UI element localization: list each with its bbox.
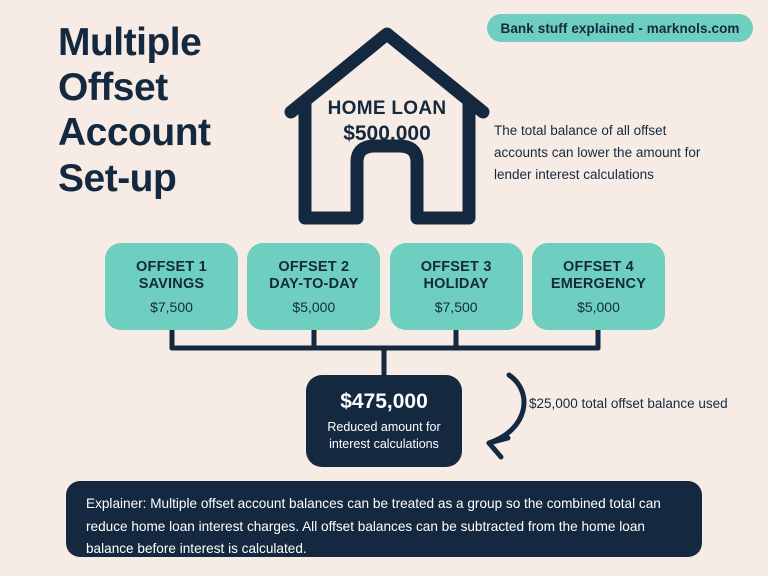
offset-card-1-line1: OFFSET 1 (136, 258, 207, 275)
home-loan-title: HOME LOAN (327, 98, 447, 119)
site-badge (487, 14, 753, 42)
offset-card-4-amount: $5,000 (577, 298, 620, 315)
page-title (58, 20, 318, 201)
offset-card-3-amount: $7,500 (434, 298, 478, 315)
home-loan-amount: $500,000 (343, 122, 431, 145)
offset-total-note: $25,000 total offset balance used (529, 396, 728, 411)
offset-card-4-line2: EMERGENCY (550, 275, 647, 292)
offset-card-3-line1: OFFSET 3 (420, 258, 492, 275)
offset-card-2-line2: DAY-TO-DAY (269, 275, 359, 292)
offset-card-list (105, 243, 665, 330)
page-title-line-3: Account (58, 111, 211, 155)
explainer-text: Explainer: Multiple offset account balances can be treated as a group so the combined total can reduce home loan interest charges. All offset balances can be subtracted from the home loan balance before interest is calculated. (86, 496, 661, 557)
page-title-line-4: Set-up (58, 156, 177, 200)
site-badge-label: Bank stuff explained - marknols.com (500, 20, 740, 36)
offset-card-1-line2: SAVINGS (138, 275, 205, 292)
home-loan-label-group (283, 98, 491, 146)
house-note-text: The total balance of all offset accounts can lower the amount for lender interest calculations (494, 123, 701, 182)
offset-card-4-line1: OFFSET 4 (563, 258, 634, 275)
reduced-amount-subtitle: Reduced amount for interest calculations (327, 419, 441, 451)
offset-card-2-line1: OFFSET 2 (278, 258, 350, 275)
page-title-line-1: Multiple (58, 21, 202, 64)
page-title-line-2: Offset (58, 66, 168, 110)
offset-card-3-line2: HOLIDAY (423, 275, 489, 292)
reduced-amount-card (306, 375, 462, 467)
offset-card-2[interactable] (247, 243, 380, 330)
offset-card-4[interactable] (532, 243, 665, 330)
reduced-amount-value: $475,000 (340, 389, 428, 413)
offset-card-2-amount: $5,000 (292, 298, 336, 315)
offset-card-3[interactable] (390, 243, 523, 330)
explainer-bar (66, 481, 702, 557)
offset-card-1[interactable] (105, 243, 238, 330)
offset-card-1-amount: $7,500 (150, 298, 193, 315)
